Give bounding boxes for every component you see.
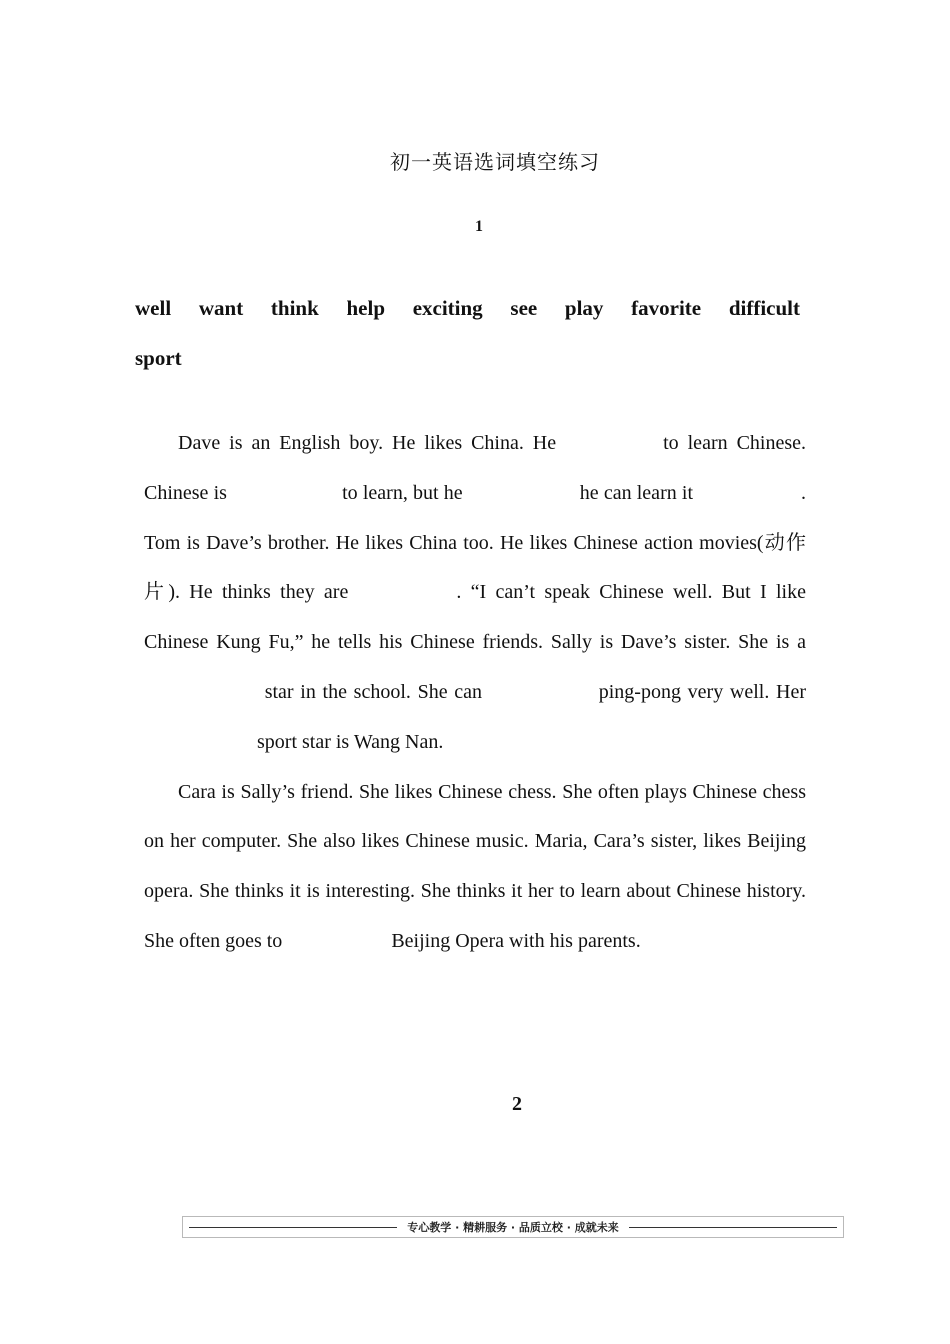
passage-text: to learn, but he	[342, 481, 463, 504]
footer-divider-left	[189, 1227, 397, 1228]
word-bank-item: well	[135, 296, 172, 320]
word-bank-row	[135, 296, 800, 322]
word-bank-item: difficult	[728, 296, 800, 320]
footer-banner	[182, 1216, 844, 1238]
passage-text: Beijing Opera with his parents.	[391, 929, 641, 952]
word-bank-item: see	[510, 296, 538, 320]
passage-text: to learn Chinese. Chinese is	[144, 432, 806, 504]
word-bank-item: exciting	[412, 296, 483, 320]
word-bank	[135, 296, 800, 372]
document-title: 初一英语选词填空练习	[390, 152, 600, 174]
passage-paragraph-2	[144, 768, 806, 967]
section-number-2: 2	[512, 1093, 522, 1115]
passage-text: Cara is Sally’s friend. She likes Chinese chess. She often plays Chinese chess on her computer. She also likes Chinese music. Maria, Cara’s sister, likes Beijing opera. She thinks it is interesting. She thinks it her to learn about Chinese history. She often goes to	[144, 780, 806, 952]
passage-text: Dave is an English boy. He likes China. He	[178, 432, 557, 454]
word-bank-item: favorite	[631, 296, 702, 320]
passage-text: . “I can’t speak Chinese well. But I like Chinese Kung Fu,” he tells his Chinese friends. Sally is Dave’s sister. She is a	[144, 581, 806, 654]
word-bank-item: want	[198, 296, 244, 320]
word-bank-item: sport	[135, 346, 182, 370]
section-number-1: 1	[475, 218, 483, 235]
footer-divider-right	[629, 1227, 837, 1228]
passage-text: sport star is Wang Nan.	[257, 730, 444, 753]
passage-paragraph-1	[144, 419, 806, 768]
word-bank-row	[135, 346, 800, 372]
word-bank-item: play	[564, 296, 604, 320]
passage-text: . Tom is Dave’s brother. He likes China too. He likes Chinese action movies(动作片). He thinks they are	[144, 481, 807, 604]
word-bank-item: think	[270, 296, 319, 320]
word-bank-item: help	[346, 296, 385, 320]
passage-text: star in the school. She can	[264, 680, 483, 703]
footer-slogan: 专心教学 · 精耕服务 · 品质立校 · 成就未来	[407, 1221, 619, 1234]
passage	[144, 419, 806, 967]
passage-text: he can learn it	[579, 481, 694, 504]
passage-text: ping-pong very well. Her	[598, 680, 807, 703]
